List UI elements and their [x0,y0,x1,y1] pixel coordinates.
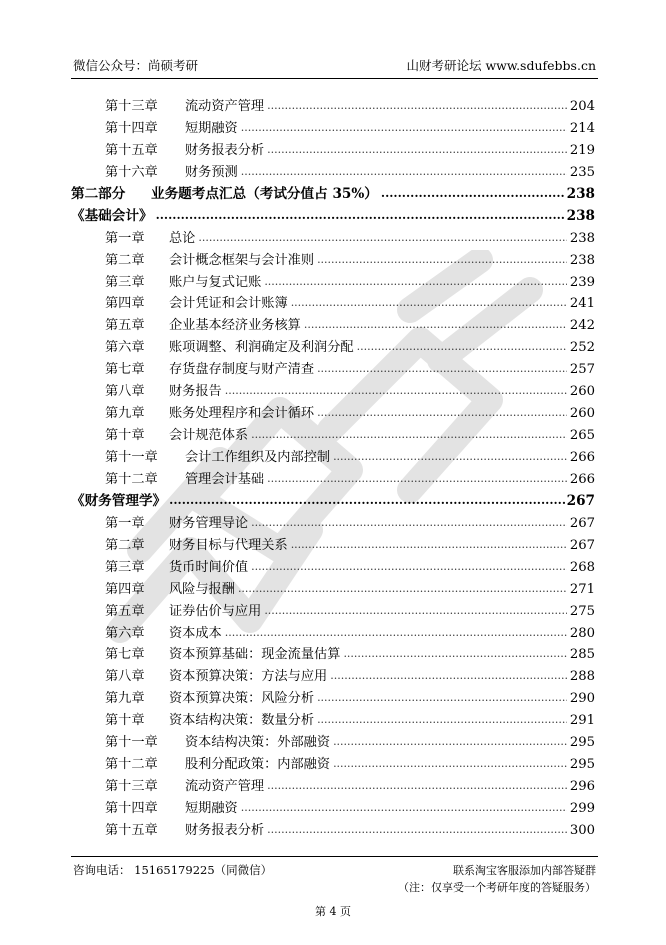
toc-title: 《财务管理学》 [71,492,167,509]
toc-page-number: 268 [569,559,595,575]
toc-entry[interactable] [71,337,595,359]
toc-chapter: 第九章 [105,691,145,707]
toc-title: 财务报表分析 [185,142,265,158]
toc-leader [304,314,567,336]
toc-chapter: 第九章 [105,406,145,422]
toc-page-number: 242 [569,318,595,334]
toc-entry[interactable] [71,776,595,798]
toc-page-number: 266 [569,471,595,487]
toc-page-number: 295 [569,735,595,751]
toc-title: 流动资产管理 [185,99,265,114]
toc-leader [317,402,567,424]
toc-chapter: 第二部分 [71,185,126,202]
toc-page-number: 280 [569,625,595,641]
toc-chapter: 第六章 [105,340,145,356]
toc-title: 资本预算基础：现金流量估算 [169,647,341,663]
toc-title: 账务处理程序和会计循环 [169,406,315,422]
toc-entry[interactable] [71,820,595,842]
toc-leader [238,578,567,600]
toc-entry[interactable] [71,535,595,557]
toc-title: 存货盘存制度与财产清查 [169,362,315,378]
toc-title: 资本预算决策：方法与应用 [169,669,328,685]
toc-page-number: 299 [569,801,595,816]
toc-title: 会计凭证和会计账簿 [169,296,288,312]
toc-page-number: 285 [569,647,595,663]
toc-leader [251,424,567,446]
toc-chapter: 第十一章 [105,450,158,465]
toc-entry[interactable] [71,250,595,272]
toc-chapter: 第四章 [105,296,145,312]
toc-title: 管理会计基础 [185,471,265,487]
toc-title: 证券估价与应用 [169,603,262,619]
footer-rule [71,856,598,857]
toc-page-number: 252 [569,340,595,356]
toc-entry[interactable] [71,754,595,776]
toc-entry[interactable] [71,798,595,820]
toc-leader [333,731,567,753]
toc-entry[interactable] [71,513,595,535]
toc-chapter: 第一章 [105,515,145,531]
toc-entry[interactable] [71,118,595,140]
toc-title: 流动资产管理 [185,779,265,795]
toc-leader [169,490,564,512]
toc-page-number: 290 [569,691,595,707]
toc-page-number: 266 [569,450,595,465]
toc-chapter: 第八章 [105,384,145,400]
toc-chapter: 第三章 [105,274,145,290]
toc-title: 财务报表分析 [185,822,265,838]
toc-chapter: 第十三章 [105,99,158,114]
toc-chapter: 第四章 [105,581,145,597]
toc-leader [357,336,567,358]
toc-chapter: 第十六章 [105,164,158,180]
toc-entry[interactable] [71,666,595,688]
toc-page-number: 238 [566,207,595,224]
toc-title: 账项调整、利润确定及利润分配 [169,340,354,356]
toc-title: 财务预测 [185,164,238,180]
toc-entry[interactable] [71,491,595,513]
toc-leader [291,292,567,314]
toc-page-number: 267 [566,492,595,509]
toc-leader [317,358,567,380]
toc-chapter: 第五章 [105,318,145,334]
toc-leader [225,380,567,402]
toc-entry[interactable] [71,579,595,601]
toc-leader [241,797,567,819]
toc-entry[interactable] [71,184,595,206]
toc-leader [317,687,567,709]
toc-page-number: 260 [569,384,595,400]
toc-title: 货币时间价值 [169,559,249,575]
toc-entry[interactable] [71,644,595,666]
toc-page-number: 238 [569,230,595,246]
toc-page-number: 300 [569,822,595,838]
toc-chapter: 第十章 [105,428,145,444]
toc-entry[interactable] [71,140,595,162]
header-left: 微信公众号：尚硕考研 [73,58,199,73]
toc-chapter: 第一章 [105,230,145,246]
toc-title: 总论 [169,230,196,246]
toc-leader [264,271,567,293]
toc-page-number: 238 [569,252,595,268]
toc-entry[interactable] [71,623,595,645]
toc-page-number: 204 [569,99,595,114]
toc-entry[interactable] [71,162,595,184]
toc-title: 财务报告 [169,384,222,400]
toc-leader [225,622,567,644]
toc-title: 业务题考点汇总（考试分值占 35%） [151,185,378,202]
toc-page-number: 235 [569,164,595,180]
footer-contact: 咨询电话： 15165179225（同微信） [73,863,273,877]
toc-entry[interactable] [71,381,595,403]
toc-chapter: 第七章 [105,362,145,378]
toc-title: 会计概念框架与会计准则 [169,252,315,268]
toc-chapter: 第十二章 [105,471,158,487]
toc-leader [251,512,567,534]
toc-page-number: 265 [569,428,595,444]
toc-page-number: 295 [569,757,595,773]
toc-leader [241,117,567,139]
toc-title: 账户与复式记账 [169,274,262,290]
toc-entry[interactable] [71,293,595,315]
toc-title: 会计规范体系 [169,428,249,444]
toc-chapter: 第二章 [105,537,145,553]
toc-title: 股利分配政策：内部融资 [185,757,331,773]
toc-leader [317,709,567,731]
toc-leader [267,468,567,490]
toc-leader [251,556,567,578]
toc-page-number: 296 [569,779,595,795]
toc-title: 会计工作组织及内部控制 [185,450,331,465]
toc-page-number: 288 [569,669,595,685]
toc-leader [264,600,567,622]
toc-title: 企业基本经济业务核算 [169,318,301,334]
toc-leader [291,534,567,556]
toc-title: 资本结构决策：数量分析 [169,713,315,729]
toc-chapter: 第十一章 [105,735,158,751]
toc-entry[interactable] [71,557,595,579]
toc-entry[interactable] [71,359,595,381]
toc-entry[interactable] [71,425,595,447]
toc-entry[interactable] [71,447,595,469]
header-right: 山财考研论坛 www.sdufebbs.cn [406,58,596,73]
toc-chapter: 第十四章 [105,801,158,816]
toc-title: 资本结构决策：外部融资 [185,735,331,751]
toc-entry[interactable] [71,228,595,250]
toc-chapter: 第五章 [105,603,145,619]
footer-note [398,862,596,896]
table-of-contents [71,96,595,842]
toc-entry[interactable] [71,688,595,710]
toc-chapter: 第三章 [105,559,145,575]
toc-entry[interactable] [71,469,595,491]
toc-chapter: 第十章 [105,713,145,729]
toc-entry[interactable] [71,315,595,337]
toc-entry[interactable] [71,272,595,294]
toc-leader [198,227,567,249]
toc-leader [267,95,567,117]
footer-note-line2: （注：仅享受一个考研年度的答疑服务） [398,881,596,894]
toc-page-number: 241 [569,296,595,312]
toc-title: 资本成本 [169,625,222,641]
toc-leader [267,139,567,161]
toc-entry[interactable] [71,601,595,623]
toc-title: 短期融资 [185,120,238,136]
toc-title: 风险与报酬 [169,581,235,597]
toc-entry[interactable] [71,96,595,118]
toc-leader [241,161,567,183]
toc-page-number: 271 [569,581,595,597]
toc-chapter: 第十五章 [105,142,158,158]
page-number: 第 4 页 [315,905,351,918]
toc-title: 财务管理导论 [169,515,249,531]
toc-chapter: 第十二章 [105,757,158,773]
toc-page-number: 267 [569,537,595,553]
header-rule [71,78,598,79]
toc-page-number: 291 [569,713,595,729]
toc-leader [343,643,567,665]
toc-leader [267,775,567,797]
toc-title: 财务目标与代理关系 [169,537,288,553]
toc-page-number: 260 [569,406,595,422]
toc-page-number: 257 [569,362,595,378]
toc-leader [330,665,567,687]
toc-page-number: 275 [569,603,595,619]
toc-chapter: 第十三章 [105,779,158,795]
toc-entry[interactable] [71,206,595,228]
toc-chapter: 第六章 [105,625,145,641]
toc-page-number: 219 [569,142,595,158]
toc-page-number: 214 [569,120,595,136]
toc-chapter: 第七章 [105,647,145,663]
toc-chapter: 第二章 [105,252,145,268]
toc-page-number: 239 [569,274,595,290]
toc-title: 短期融资 [185,801,238,816]
toc-page-number: 267 [569,515,595,531]
toc-leader [333,753,567,775]
toc-entry[interactable] [71,403,595,425]
toc-page-number: 238 [566,185,595,202]
toc-leader [333,446,567,468]
toc-leader [156,205,565,227]
toc-entry[interactable] [71,732,595,754]
footer-note-line1: 联系淘宝客服添加内部答疑群 [453,864,596,877]
toc-chapter: 第十五章 [105,822,158,838]
toc-leader [381,183,565,205]
toc-title: 资本预算决策：风险分析 [169,691,315,707]
toc-chapter: 第八章 [105,669,145,685]
toc-title: 《基础会计》 [71,207,153,224]
toc-chapter: 第十四章 [105,120,158,136]
toc-leader [267,819,567,841]
toc-leader [317,249,567,271]
toc-entry[interactable] [71,710,595,732]
